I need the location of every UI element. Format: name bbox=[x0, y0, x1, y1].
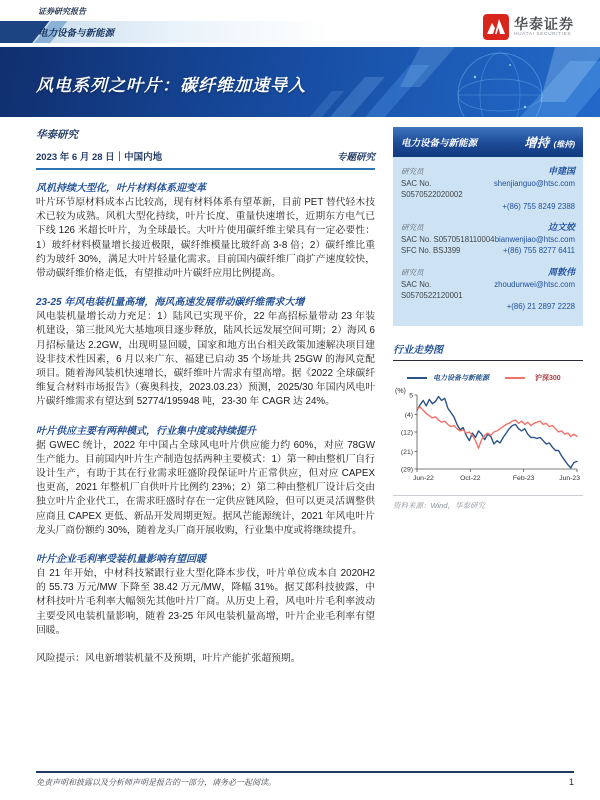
svg-text:(%): (%) bbox=[395, 387, 406, 395]
svg-text:Oct-22: Oct-22 bbox=[460, 474, 481, 482]
industry-chart bbox=[393, 385, 583, 489]
analyst-phone: +(86) 21 2897 2228 bbox=[506, 302, 575, 312]
analyst-name: 周敦伟 bbox=[547, 266, 575, 277]
section-demand-growth bbox=[36, 293, 375, 409]
report-type-label: 证券研究报告 bbox=[38, 7, 86, 16]
report-title: 风电系列之叶片：碳纤维加速导入 bbox=[36, 76, 306, 95]
analyst-phone: +(86) 755 8277 6411 bbox=[502, 246, 575, 256]
section-heading: 叶片企业毛利率受装机量影响有望回暖 bbox=[36, 554, 206, 566]
footer-disclaimer: 免责声明和披露以及分析师声明是报告的一部分，请务必一起阅读。 bbox=[36, 778, 276, 787]
analyst-email[interactable]: zhoudunwei@htsc.com bbox=[494, 279, 575, 289]
analyst-name: 边文姣 bbox=[547, 221, 575, 232]
section-blade-materials bbox=[36, 179, 375, 281]
analyst-card bbox=[401, 266, 575, 313]
legend-swatch-sector bbox=[407, 377, 427, 379]
industry-trend-block bbox=[393, 341, 583, 511]
rating-badge bbox=[524, 133, 575, 152]
svg-text:Feb-23: Feb-23 bbox=[512, 474, 535, 482]
rating-status: (维持) bbox=[553, 139, 575, 149]
analyst-card bbox=[401, 221, 575, 257]
legend-label-csi300: 沪深300 bbox=[535, 374, 561, 382]
section-margin-recovery bbox=[36, 550, 375, 638]
section-heading: 23-25 年风电装机量高增，海风高速发展带动碳纤维需求大增 bbox=[36, 297, 305, 309]
brand-name-en: HUATAI SECURITIES bbox=[514, 31, 572, 37]
rating-value: 增持 bbox=[524, 135, 550, 150]
page-number: 1 bbox=[568, 777, 574, 787]
research-org: 华泰研究 bbox=[36, 129, 78, 141]
section-body: 据 GWEC 统计，2022 年中国占全球风电叶片供应能力约 60%，对应 78GW 生产能力。目前国内叶片生产制造包括两种主要模式：1）第一种由整机厂自行设计生产，有助于其在行业需求旺盛阶段保证叶片正常供应，但对应 CAPEX 也更高，2021 年整机厂自供叶片比例约 23%；2）第二种由整机厂设计后交由独立叶片企业代工，在需求旺盛时存在一定供应链风险，但可以更灵活调整供应商且 CAPEX 更低、新品开发周期更短。据风芒能源统计，2021 年风电叶片龙头厂商份额约 30%，随着龙头厂商开展收购，行业集中度或将继续提升。 bbox=[36, 439, 375, 536]
analyst-sfc: SFC No. BSJ399 bbox=[401, 246, 461, 256]
banner-art bbox=[270, 47, 600, 117]
section-body: 自 21 年开始，中材科技紧跟行业大型化降本步伐，叶片单位成本自 2020H2 的 55.73 万元/MW 下降至 38.42 万元/MW，降幅 31%。据艾郎科技披露，中材科技叶片毛利率大幅领先其他叶片厂商。从历史上看，风电叶片毛利率波动主要受风电装机量影响，随着 23-25 年风电装机量高增，叶片企业毛利率有望回暖。 bbox=[36, 568, 375, 636]
chart-legend bbox=[407, 373, 583, 383]
svg-text:Jun-22: Jun-22 bbox=[413, 474, 434, 482]
sidebar bbox=[393, 127, 583, 666]
sector-tag: 电力设备与新能源 bbox=[38, 28, 115, 39]
page-footer bbox=[36, 771, 574, 788]
brand-name-cn: 华泰证券 bbox=[514, 15, 574, 32]
publish-date-region: 2023 年 6 月 28 日｜中国内地 bbox=[36, 152, 163, 163]
industry-name: 电力设备与新能源 bbox=[401, 138, 478, 149]
section-heading: 风机持续大型化，叶片材料体系迎变革 bbox=[36, 183, 206, 194]
svg-text:5: 5 bbox=[409, 392, 413, 400]
section-body: 叶片环节原材料成本占比较高，现有材料体系有望革新，目前 PET 替代轻木技术已较为成熟。风机大型化持续，叶片长度、重量快速增长，近期东方电气已下线 126 米超长叶片，为全球最长。大叶片使用碳纤维主梁具有一定必要性：1）玻纤材料模量增长接近极限，碳纤维模量比玻纤高 3-8 倍；2）碳纤维比重约为玻纤 30%，满足大叶片轻量化需求。目前国内碳纤维厂商扩产速度较快，带动碳纤维价格走低，有望推动叶片碳纤应用比例提高。 bbox=[36, 197, 375, 280]
risk-note: 风险提示：风电新增装机量不及预期，叶片产能扩张超预期。 bbox=[36, 653, 301, 665]
analyst-role-label: 研究员 bbox=[401, 167, 424, 176]
legend-swatch-csi300 bbox=[505, 377, 525, 379]
title-banner bbox=[0, 47, 600, 117]
analyst-sac: SAC No. S0570522020002 bbox=[401, 179, 463, 200]
svg-text:Jun-23: Jun-23 bbox=[559, 474, 580, 482]
analyst-email[interactable]: shenjianguo@htsc.com bbox=[493, 179, 575, 189]
svg-text:(12): (12) bbox=[400, 429, 413, 437]
analyst-box bbox=[393, 157, 583, 326]
analyst-name: 申建国 bbox=[547, 166, 575, 176]
main-column bbox=[36, 127, 375, 666]
svg-text:(21): (21) bbox=[400, 448, 413, 456]
report-category: 专题研究 bbox=[336, 152, 375, 163]
legend-label-sector: 电力设备与新能源 bbox=[433, 374, 489, 382]
chart-source: 资料来源：Wind，华泰研究 bbox=[393, 495, 583, 511]
analyst-sac: SAC No. S0570518110004 bbox=[401, 234, 495, 244]
analyst-card bbox=[401, 165, 575, 212]
section-heading: 叶片供应主要有两种模式，行业集中度或持续提升 bbox=[36, 425, 256, 437]
date-line bbox=[36, 149, 375, 170]
section-supply-models bbox=[36, 422, 375, 538]
analyst-role-label: 研究员 bbox=[401, 222, 424, 232]
analyst-role-label: 研究员 bbox=[401, 267, 424, 277]
report-sections bbox=[36, 179, 375, 638]
huatai-logo bbox=[483, 14, 574, 40]
chart-title: 行业走势图 bbox=[393, 341, 583, 361]
analyst-email[interactable]: bianwenjiao@htsc.com bbox=[494, 234, 575, 244]
section-body: 风电装机量增长动力充足：1）陆风已实现平价，22 年高招标量带动 23 年装机建设，第三批风光大基地项目逐步释放，陆风长远发展空间可期；2）海风 6 月招标量达 2.2GW，出现明显回暖，国家和地方出台相关政策加速解决项目建设非技术性因素，6 月以来广东、福建已启动 35 个场址共 25GW 的海风竞配项目。随着海风装机快速增长，碳纤维叶片需求有望高增。据《2022 全球碳纤维复合材料市场报告》（赛奥科技，2023.03.23）预测，2025/30 年国内风电叶片碳纤维需求有望达到 52774/195948 吨，23-30 年 CAGR 达 24%。 bbox=[36, 311, 375, 408]
svg-text:(4): (4) bbox=[404, 411, 413, 419]
analyst-phone: +(86) 755 8249 2388 bbox=[502, 201, 575, 211]
analyst-sac: SAC No. S0570522120001 bbox=[401, 279, 463, 300]
rating-header bbox=[393, 127, 583, 157]
huatai-logo-icon bbox=[483, 14, 509, 40]
svg-text:(29): (29) bbox=[400, 466, 413, 474]
content-columns bbox=[0, 117, 600, 666]
